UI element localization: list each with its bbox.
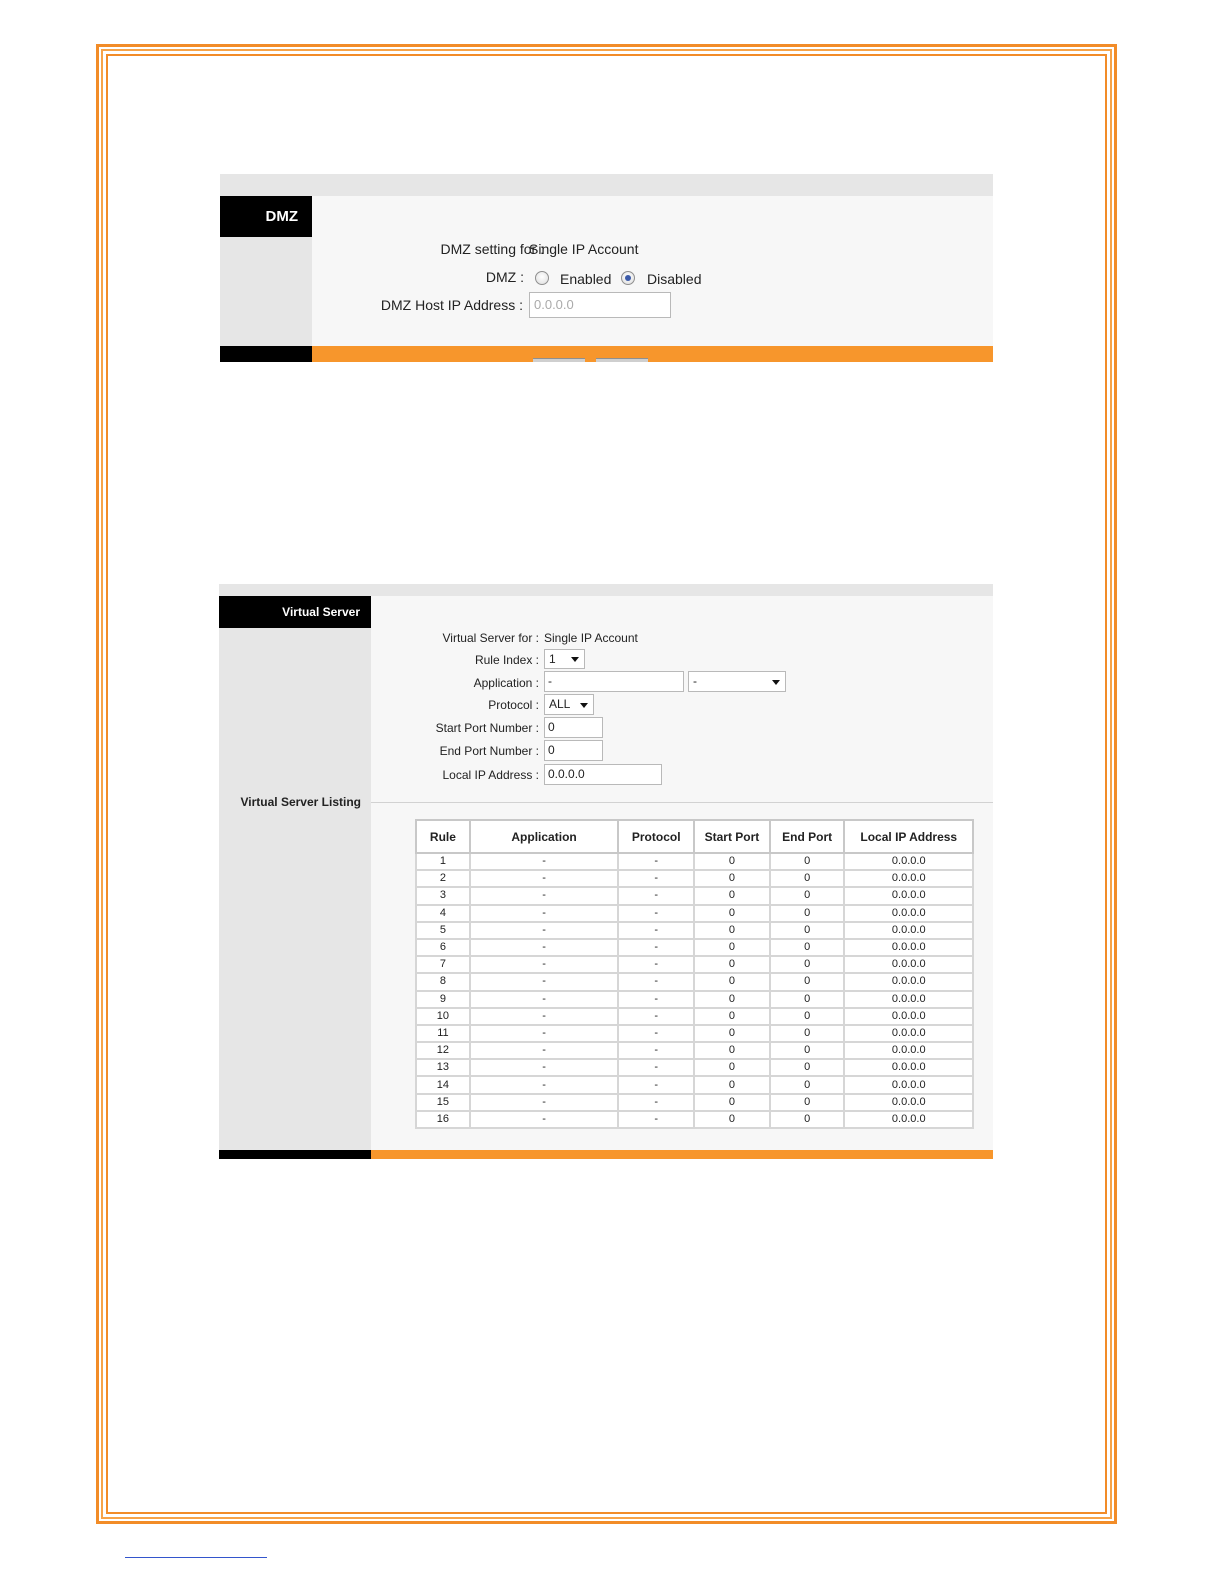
table-row	[416, 1076, 973, 1093]
dmz-panel	[220, 174, 993, 362]
protocol-value: ALL	[549, 697, 571, 711]
cell-application: -	[470, 1111, 618, 1128]
application-input[interactable]: -	[544, 671, 684, 692]
cell-protocol: -	[618, 922, 694, 939]
cell-rule: 6	[416, 939, 470, 956]
virtual-server-panel	[219, 584, 993, 1159]
column-header-application: Application	[470, 820, 618, 853]
cell-rule: 14	[416, 1076, 470, 1093]
vs-footer-bar	[371, 1150, 993, 1159]
cell-application: -	[470, 1076, 618, 1093]
cell-application: -	[470, 939, 618, 956]
table-row	[416, 1111, 973, 1128]
table-row	[416, 887, 973, 904]
cell-end-port: 0	[770, 939, 845, 956]
cell-end-port: 0	[770, 956, 845, 973]
cell-local-ip: 0.0.0.0	[844, 905, 973, 922]
cell-rule: 13	[416, 1059, 470, 1076]
cell-local-ip: 0.0.0.0	[844, 939, 973, 956]
table-row	[416, 991, 973, 1008]
cell-start-port: 0	[694, 1094, 770, 1111]
table-body	[416, 853, 973, 1128]
table-row	[416, 1059, 973, 1076]
table-row	[416, 1042, 973, 1059]
application-label: Application :	[473, 676, 539, 690]
cell-end-port: 0	[770, 1025, 845, 1042]
cell-end-port: 0	[770, 1008, 845, 1025]
cell-local-ip: 0.0.0.0	[844, 1094, 973, 1111]
cell-end-port: 0	[770, 1059, 845, 1076]
cell-end-port: 0	[770, 1042, 845, 1059]
cell-start-port: 0	[694, 1059, 770, 1076]
cell-start-port: 0	[694, 853, 770, 870]
dmz-enabled-radio[interactable]	[535, 271, 549, 285]
cell-rule: 7	[416, 956, 470, 973]
cell-local-ip: 0.0.0.0	[844, 1042, 973, 1059]
vs-footer-black	[219, 1150, 371, 1159]
cell-application: -	[470, 1008, 618, 1025]
table-row	[416, 973, 973, 990]
cell-protocol: -	[618, 1111, 694, 1128]
table-row	[416, 1008, 973, 1025]
vs-divider	[371, 802, 993, 803]
cell-end-port: 0	[770, 973, 845, 990]
vs-left-column	[219, 596, 371, 1159]
cell-application: -	[470, 905, 618, 922]
vs-listing-title: Virtual Server Listing	[240, 795, 361, 809]
cell-local-ip: 0.0.0.0	[844, 973, 973, 990]
table-header-row	[416, 820, 973, 853]
table-row	[416, 905, 973, 922]
dmz-label: DMZ :	[485, 269, 524, 285]
cell-application: -	[470, 1094, 618, 1111]
cell-protocol: -	[618, 991, 694, 1008]
dmz-section-title: DMZ	[220, 196, 312, 237]
chevron-down-icon	[571, 657, 579, 662]
local-ip-input[interactable]: 0.0.0.0	[544, 764, 662, 785]
cell-application: -	[470, 991, 618, 1008]
cell-rule: 5	[416, 922, 470, 939]
cell-protocol: -	[618, 973, 694, 990]
column-header-protocol: Protocol	[618, 820, 694, 853]
application-select-value: -	[693, 674, 697, 688]
dmz-save-button[interactable]	[533, 358, 585, 362]
cell-rule: 2	[416, 870, 470, 887]
cell-local-ip: 0.0.0.0	[844, 1025, 973, 1042]
dmz-footer-bar	[312, 346, 993, 362]
cell-start-port: 0	[694, 1008, 770, 1025]
cell-local-ip: 0.0.0.0	[844, 922, 973, 939]
cell-rule: 15	[416, 1094, 470, 1111]
table-row	[416, 922, 973, 939]
dmz-host-label: DMZ Host IP Address :	[380, 297, 523, 313]
cell-start-port: 0	[694, 991, 770, 1008]
cell-end-port: 0	[770, 922, 845, 939]
cell-application: -	[470, 870, 618, 887]
vs-section-title: Virtual Server	[219, 596, 371, 628]
column-header-local-ip: Local IP Address	[844, 820, 973, 853]
cell-rule: 10	[416, 1008, 470, 1025]
table-row	[416, 956, 973, 973]
table-row	[416, 1094, 973, 1111]
cell-application: -	[470, 853, 618, 870]
cell-local-ip: 0.0.0.0	[844, 1008, 973, 1025]
table-row	[416, 939, 973, 956]
protocol-select[interactable]	[544, 694, 594, 715]
vs-for-label: Virtual Server for :	[442, 631, 539, 645]
cell-application: -	[470, 956, 618, 973]
cell-end-port: 0	[770, 1094, 845, 1111]
cell-rule: 3	[416, 887, 470, 904]
dmz-cancel-button[interactable]	[596, 358, 648, 362]
cell-protocol: -	[618, 939, 694, 956]
cell-protocol: -	[618, 1059, 694, 1076]
cell-protocol: -	[618, 1008, 694, 1025]
end-port-input[interactable]: 0	[544, 740, 603, 761]
cell-start-port: 0	[694, 1025, 770, 1042]
footer-link-underline	[125, 1557, 267, 1558]
end-port-label: End Port Number :	[439, 744, 539, 758]
cell-start-port: 0	[694, 922, 770, 939]
cell-end-port: 0	[770, 991, 845, 1008]
dmz-top-strip	[220, 174, 993, 196]
dmz-host-ip-input[interactable]: 0.0.0.0	[529, 292, 671, 318]
cell-start-port: 0	[694, 905, 770, 922]
cell-local-ip: 0.0.0.0	[844, 956, 973, 973]
cell-end-port: 0	[770, 1111, 845, 1128]
cell-end-port: 0	[770, 887, 845, 904]
dmz-footer-black	[220, 346, 312, 362]
dmz-disabled-label[interactable]: Disabled	[647, 271, 702, 287]
cell-local-ip: 0.0.0.0	[844, 853, 973, 870]
cell-rule: 4	[416, 905, 470, 922]
chevron-down-icon	[772, 680, 780, 685]
cell-protocol: -	[618, 887, 694, 904]
cell-protocol: -	[618, 1042, 694, 1059]
cell-application: -	[470, 922, 618, 939]
cell-application: -	[470, 1025, 618, 1042]
table-row	[416, 870, 973, 887]
dmz-setting-label: DMZ setting for :	[440, 241, 544, 257]
cell-rule: 8	[416, 973, 470, 990]
cell-protocol: -	[618, 853, 694, 870]
cell-end-port: 0	[770, 853, 845, 870]
cell-local-ip: 0.0.0.0	[844, 870, 973, 887]
cell-start-port: 0	[694, 939, 770, 956]
start-port-label: Start Port Number :	[435, 721, 539, 735]
rule-index-value: 1	[549, 652, 556, 666]
cell-end-port: 0	[770, 1076, 845, 1093]
cell-rule: 9	[416, 991, 470, 1008]
cell-start-port: 0	[694, 887, 770, 904]
cell-start-port: 0	[694, 1111, 770, 1128]
cell-start-port: 0	[694, 973, 770, 990]
cell-start-port: 0	[694, 1042, 770, 1059]
virtual-server-listing-table	[415, 819, 974, 1129]
cell-local-ip: 0.0.0.0	[844, 1076, 973, 1093]
cell-protocol: -	[618, 1076, 694, 1093]
cell-application: -	[470, 1042, 618, 1059]
cell-protocol: -	[618, 870, 694, 887]
dmz-enabled-label[interactable]: Enabled	[560, 271, 612, 287]
vs-for-value: Single IP Account	[544, 631, 638, 645]
application-select[interactable]	[688, 671, 786, 692]
protocol-label: Protocol :	[488, 698, 539, 712]
local-ip-label: Local IP Address :	[442, 768, 539, 782]
cell-protocol: -	[618, 1094, 694, 1111]
rule-index-select[interactable]	[544, 649, 585, 669]
cell-local-ip: 0.0.0.0	[844, 887, 973, 904]
cell-end-port: 0	[770, 870, 845, 887]
table-row	[416, 853, 973, 870]
dmz-setting-value: Single IP Account	[529, 241, 639, 257]
cell-protocol: -	[618, 1025, 694, 1042]
cell-local-ip: 0.0.0.0	[844, 1111, 973, 1128]
chevron-down-icon	[580, 703, 588, 708]
column-header-start-port: Start Port	[694, 820, 770, 853]
cell-rule: 16	[416, 1111, 470, 1128]
cell-rule: 11	[416, 1025, 470, 1042]
cell-rule: 1	[416, 853, 470, 870]
dmz-disabled-radio[interactable]	[621, 271, 635, 285]
cell-rule: 12	[416, 1042, 470, 1059]
column-header-end-port: End Port	[770, 820, 845, 853]
table-row	[416, 1025, 973, 1042]
rule-index-label: Rule Index :	[474, 653, 539, 667]
column-header-rule: Rule	[416, 820, 470, 853]
cell-start-port: 0	[694, 870, 770, 887]
cell-end-port: 0	[770, 905, 845, 922]
cell-application: -	[470, 973, 618, 990]
cell-local-ip: 0.0.0.0	[844, 991, 973, 1008]
start-port-input[interactable]: 0	[544, 717, 603, 738]
cell-start-port: 0	[694, 1076, 770, 1093]
cell-application: -	[470, 887, 618, 904]
cell-local-ip: 0.0.0.0	[844, 1059, 973, 1076]
cell-application: -	[470, 1059, 618, 1076]
cell-protocol: -	[618, 956, 694, 973]
vs-top-strip	[219, 584, 993, 596]
cell-start-port: 0	[694, 956, 770, 973]
cell-protocol: -	[618, 905, 694, 922]
